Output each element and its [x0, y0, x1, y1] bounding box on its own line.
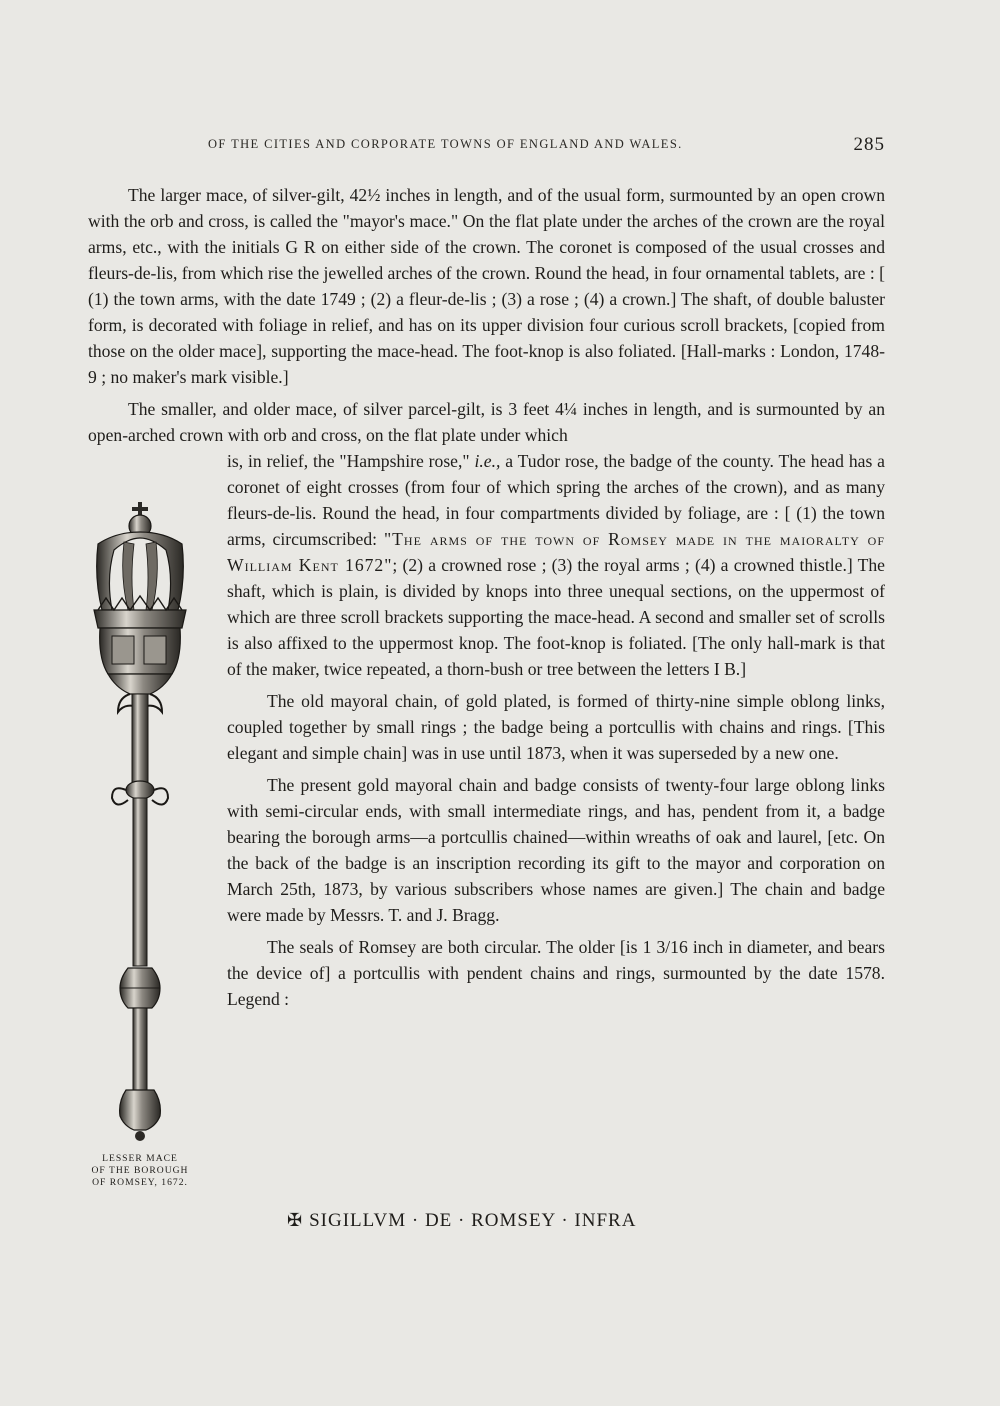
page-number: 285 [853, 134, 885, 155]
ie-italic: i.e., [474, 451, 501, 471]
body-text [88, 182, 885, 1018]
paragraph-seals: The seals of Romsey are both circular. The older [is 1 3/16 inch in diameter, and bears the device of] a portcullis with pendent chains and rings, surmounted by the date 1578. Legend : [227, 937, 885, 1009]
seal-legend [287, 1210, 707, 1232]
figure-caption: LESSER MACE OF THE BOROUGH OF ROMSEY, 1672. [91, 1153, 189, 1188]
paragraph-larger-mace: The larger mace, of silver-gilt, 42½ inches in length, and of the usual form, surmounted by an open crown with the orb and cross, is called the "mayor's mace." On the flat plate under the arches of the crown are the royal arms, etc., with the initials G R on either side of the crown. The coronet is composed of the usual crosses and fleurs-de-lis, from which rise the jewelled arches of the crown. Round the head, in four ornamental tablets, are : [ (1) the town arms, with the date 1749 ; (2) a fleur-de-lis ; (3) a rose ; (4) a crown.] The shaft, of double baluster form, is decorated with foliage in relief, and has on its upper division four curious scroll brackets, [copied from those on the older mace], supporting the mace-head. The foot-knop is also foliated. [Hall-marks : London, 1748-9 ; no maker's mark visible.] [88, 185, 885, 387]
running-title: OF THE CITIES AND CORPORATE TOWNS OF ENGLAND AND WALES. [208, 137, 683, 151]
seal-legend-text: SIGILLVM · DE · ROMSEY · INFRA [309, 1210, 637, 1231]
text-beside-figure [227, 448, 885, 1012]
cross-icon: ✠ [287, 1210, 304, 1230]
paragraph-smaller-mace-detail: is, in relief, the "Hampshire rose," i.e., a Tudor rose, the badge of the county. The head has a coronet of eight crosses (from four of which spring the arches of the crown), and as many fleurs-de-lis. Round the head, in four compartments divided by foliage, are : [ (1) the town arms, circumscribed: "The arms of the town of Romsey made in the maioralty of William Kent 1672"; (2) a crowned rose ; (3) the royal arms ; (4) a crowned thistle.] The shaft, which is plain, is divided by knops into three unequal sections, on the uppermost of which are three scroll brackets supporting the mace-head. A second and smaller set of scrolls is also affixed to the uppermost knop. The foot-knop is foliated. [The only hall-mark is that of the maker, twice repeated, a thorn-bush or tree between the letters I B.] [227, 451, 885, 679]
running-head [88, 134, 885, 158]
paragraph-smaller-mace-intro: The smaller, and older mace, of silver parcel-gilt, is 3 feet 4¼ inches in length, and is surmounted by an open-arched crown with orb and cross, on the flat plate under which [88, 399, 885, 445]
mace-engraving [84, 498, 196, 1143]
mace-inscription: "The arms of the town of Romsey made in the maioralty of William Kent 1672" [227, 529, 885, 575]
paragraph-present-chain: The present gold mayoral chain and badge consists of twenty-four large oblong links with semi-circular ends, with small intermediate rings, and has, pendent from it, a badge bearing the borough arms—a portcullis chained—within wreaths of oak and laurel, [etc. On the back of the badge is an inscription recording its gift to the mayor and corporation on March 25th, 1873, by various subscribers whose names are given.] The chain and badge were made by Messrs. T. and J. Bragg. [227, 775, 885, 925]
mace-illustration [84, 498, 196, 1143]
paragraph-old-chain: The old mayoral chain, of gold plated, is formed of thirty-nine simple oblong links, coupled together by small rings ; the badge being a portcullis with chains and rings. [This elegant and simple chain] was in use until 1873, when it was superseded by a new one. [227, 691, 885, 763]
